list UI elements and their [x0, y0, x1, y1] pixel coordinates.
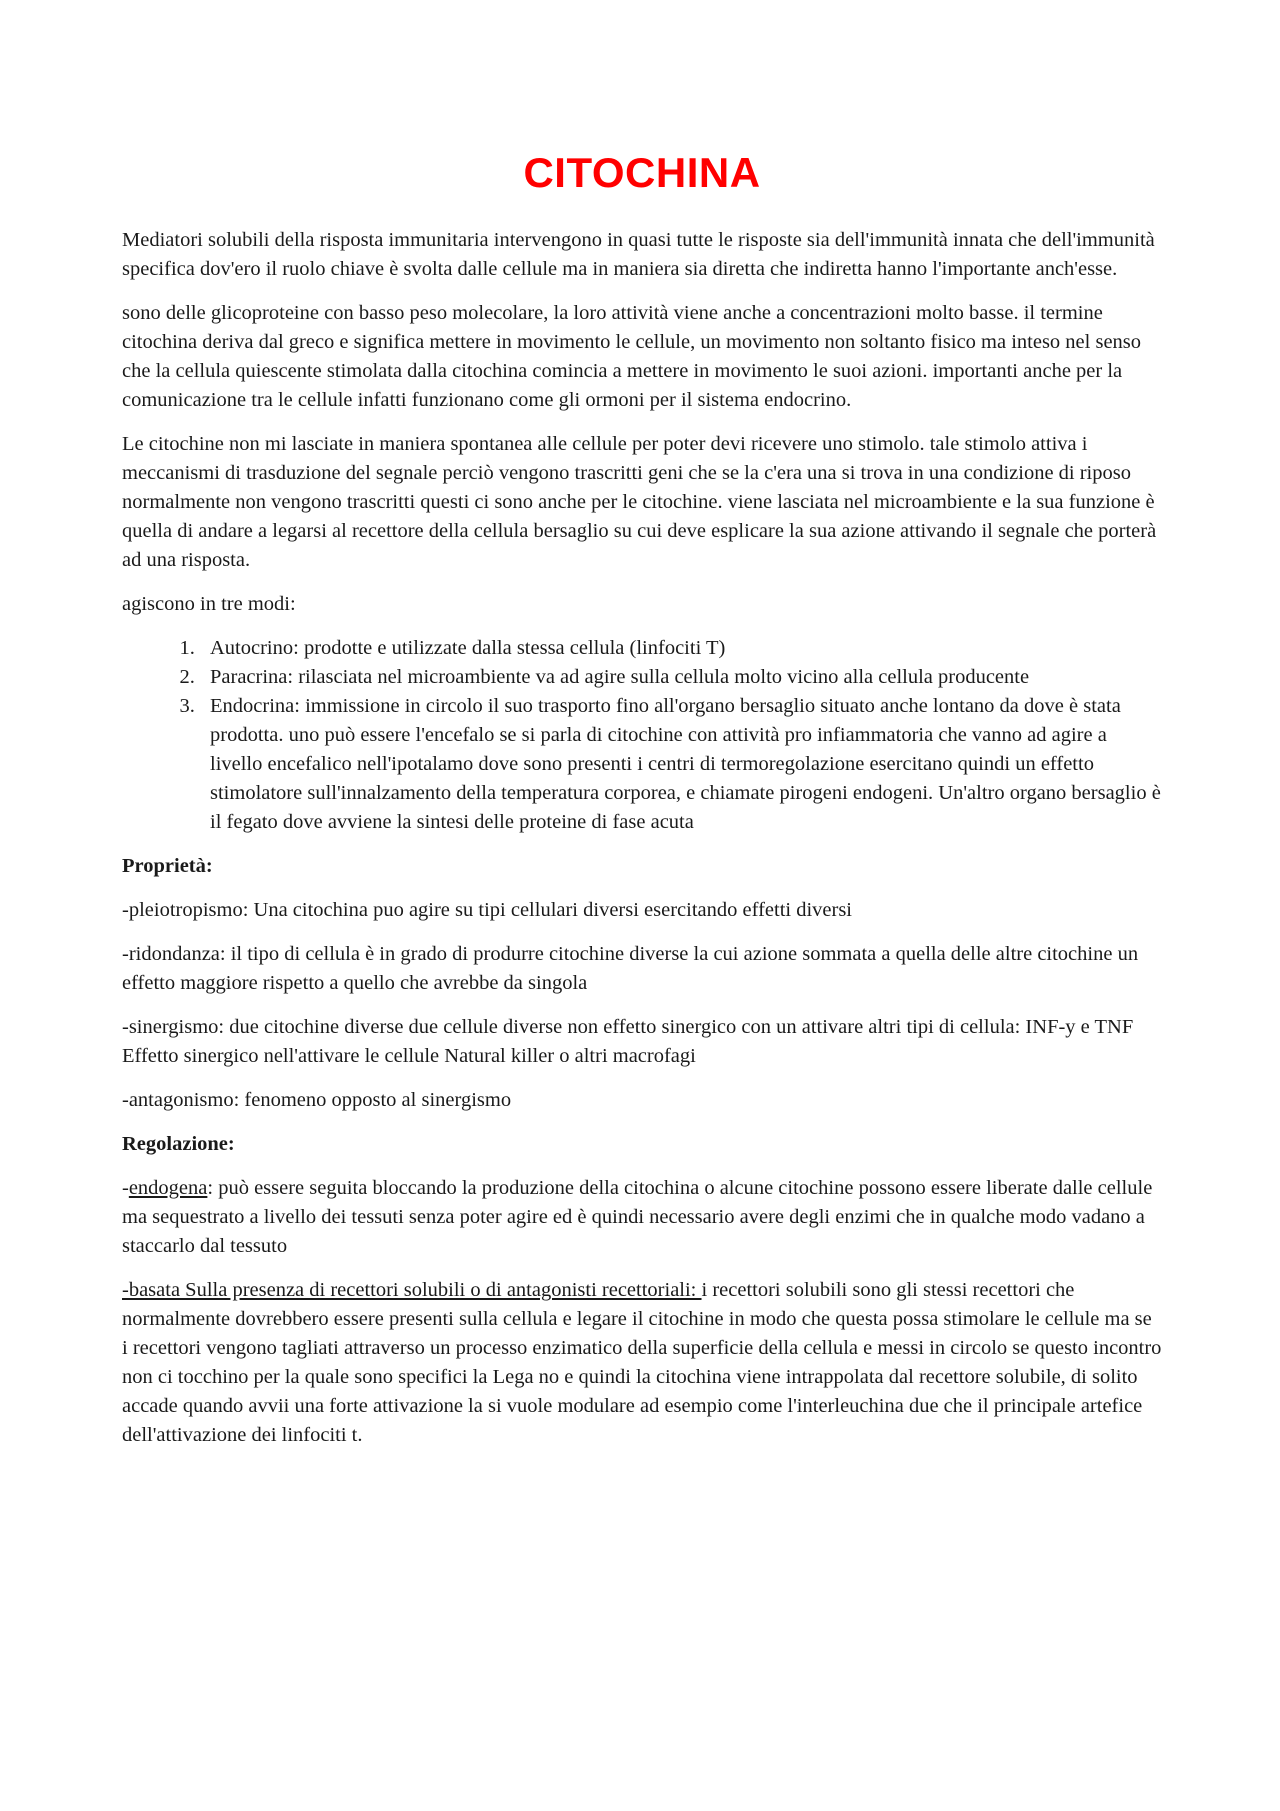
property-sinergismo: -sinergismo: due citochine diverse due cellule diverse non effetto sinergico con un attivare altri tipi di cellula: INF-y e TNF Effetto sinergico nell'attivare le cellule Natural killer o altri macrofagi [122, 1016, 1134, 1068]
regulation-heading: Regolazione: [122, 1133, 235, 1156]
page-title: CITOCHINA [523, 149, 761, 196]
regulation-receptors [122, 1276, 1162, 1450]
intro-paragraph-2: sono delle glicoproteine con basso peso molecolare, la loro attività viene anche a concentrazioni molto basse. il termine citochina deriva dal greco e significa mettere in movimento le cellule, un movimento non soltanto fisico ma inteso nel senso che la cellula quiescente stimolata dalla citochina comincia a mettere in movimento le suoi azioni. importanti anche per la comunicazione tra le cellule infatti funzionano come gli ormoni per il sistema endocrino. [122, 302, 1142, 412]
document-page [122, 148, 1162, 1465]
modes-intro: agiscono in tre modi: [122, 593, 296, 616]
mode-item-endocrina: 3. Endocrina: immissione in circolo il suo trasporto fino all'organo bersaglio situato anche lontano da dove è stata prodotta. uno può essere l'encefalo se si parla di citochine con attività pro infiammatoria che vanno ad agire a livello encefalico nell'ipotalamo dove sono presenti i centri di termoregolazione esercitano quindi un effetto stimolatore sull'innalzamento della temperatura corporea, e chiamate pirogeni endogeni. Un'altro organo bersaglio è il fegato dove avviene la sintesi delle proteine di fase acuta [200, 692, 1162, 837]
regulation-receptors-text: i recettori solubili sono gli stessi recettori che normalmente dovrebbero essere presenti sulla cellula e legare il citochine in modo che questa possa stimolare le cellule ma se i recettori vengono tagliati attraverso un processo enzimatico della superficie della cellula e messi in circolo se questo incontro non ci tocchino per la quale sono specifici la Lega no e quindi la citochina viene intrappolata dal recettore solubile, di solito accade quando avvii una forte attivazione la si vuole modulare ad esempio come l'interleuchina due che il principale artefice dell'attivazione dei linfociti t. [122, 1279, 1162, 1447]
regulation-endogenous-text: : può essere seguita bloccando la produzione della citochina o alcune citochine possono essere liberate dalle cellule ma sequestrato a livello dei tessuti senza poter agire ed è quindi necessario avere degli enzimi che in qualche modo vadano a staccarlo dal tessuto [122, 1177, 1153, 1258]
intro-paragraph-1: Mediatori solubili della risposta immunitaria intervengono in quasi tutte le risposte sia dell'immunità innata che dell'immunità specifica dov'ero il ruolo chiave è svolta dalle cellule ma in maniera sia diretta che indiretta hanno l'importante anch'esse. [122, 229, 1155, 281]
mode-item-paracrina: 2. Paracrina: rilasciata nel microambiente va ad agire sulla cellula molto vicino alla cellula producente [200, 663, 1162, 692]
regulation-endogenous [122, 1174, 1162, 1261]
properties-heading: Proprietà: [122, 855, 213, 878]
regulation-receptors-term: -basata Sulla presenza di recettori solubili o di antagonisti recettoriali: [122, 1279, 702, 1302]
intro-paragraph-3: Le citochine non mi lasciate in maniera spontanea alle cellule per poter devi ricevere uno stimolo. tale stimolo attiva i meccanismi di trasduzione del segnale perciò vengono trascritti geni che se la c'era una si trova in una condizione di riposo normalmente non vengono trascritti questi ci sono anche per le citochine. viene lasciata nel microambiente e la sua funzione è quella di andare a legarsi al recettore della cellula bersaglio su cui deve esplicare la sua azione attivando il segnale che porterà ad una risposta. [122, 433, 1157, 572]
property-pleiotropismo: -pleiotropismo: Una citochina puo agire su tipi cellulari diversi esercitando effetti diversi [122, 899, 853, 922]
regulation-endogenous-term: endogena [128, 1177, 208, 1200]
modes-list [122, 634, 1162, 837]
mode-item-autocrino: 1. Autocrino: prodotte e utilizzate dalla stessa cellula (linfociti T) [200, 634, 1162, 663]
property-ridondanza: -ridondanza: il tipo di cellula è in grado di produrre citochine diverse la cui azione sommata a quella delle altre citochine un effetto maggiore rispetto a quello che avrebbe da singola [122, 943, 1139, 995]
property-antagonismo: -antagonismo: fenomeno opposto al sinergismo [122, 1089, 512, 1112]
regulation-endogenous-dash: - [122, 1177, 129, 1200]
